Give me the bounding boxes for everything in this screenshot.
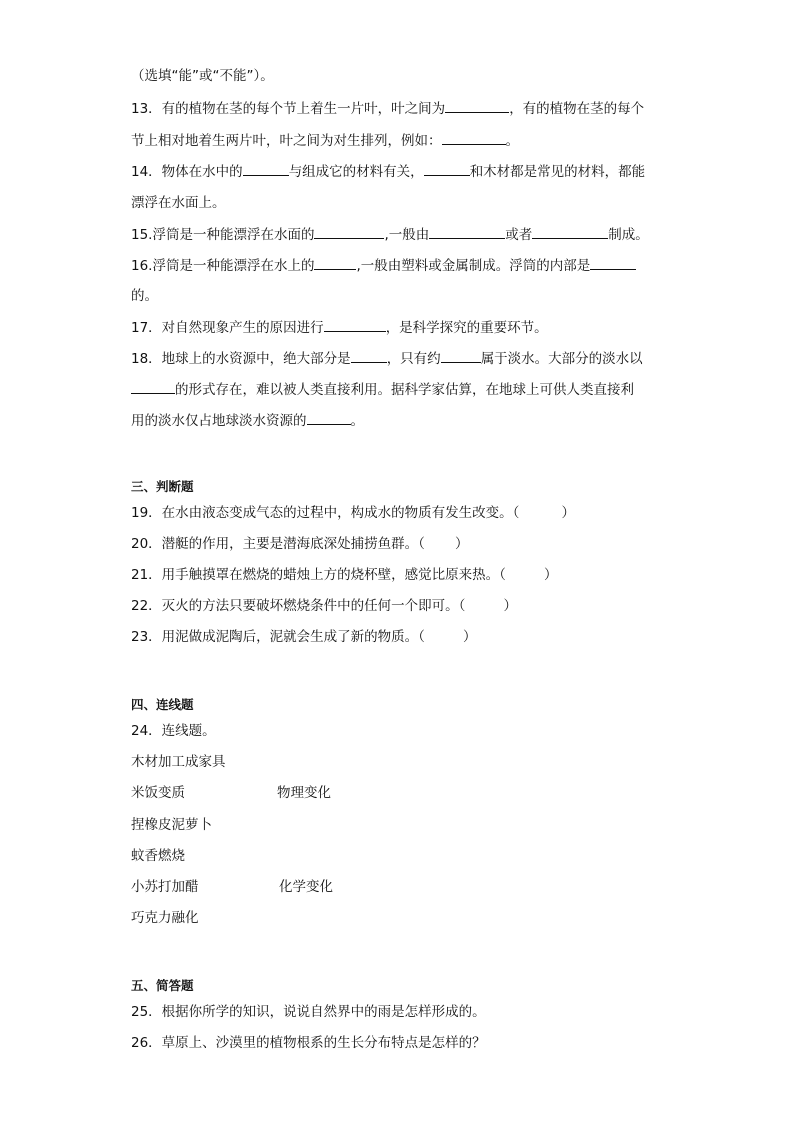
question-18-line-2: 的形式存在，难以被人类直接利用。据科学家估算，在地球上可供人类直接利 xyxy=(131,380,634,399)
question-19: 19．在水由液态变成气态的过程中，构成水的物质有发生改变。（ ） xyxy=(131,505,575,521)
answer-blank[interactable] xyxy=(445,99,509,113)
question-18-line-1: 18．地球上的水资源中，绝大部分是 ，只有约 属于淡水。大部分的淡水以 xyxy=(131,351,643,367)
question-13-line-2: 节上相对地着生两片叶，叶之间为对生排列，例如： 。 xyxy=(131,133,519,149)
question-22: 22．灭火的方法只要破坏燃烧条件中的任何一个即可。（ ） xyxy=(131,598,517,614)
question-21: 21．用手触摸罩在燃烧的蜡烛上方的烧杯壁，感觉比原来热。（ ） xyxy=(131,567,558,583)
match-left-item[interactable]: 巧克力融化 xyxy=(131,910,199,926)
answer-blank[interactable] xyxy=(590,256,636,270)
match-left-item[interactable]: 蚊香燃烧 xyxy=(131,848,185,864)
q12-tail: （选填“能”或“不能”）。 xyxy=(131,68,274,84)
answer-blank[interactable] xyxy=(441,349,481,363)
answer-blank[interactable] xyxy=(424,162,470,176)
question-14-line-2: 漂浮在水面上。 xyxy=(131,195,226,211)
question-15: 15.浮筒是一种能漂浮在水面的 ,一般由 或者 制成。 xyxy=(131,227,649,243)
question-13-line-1: 13．有的植物在茎的每个节上着生一片叶，叶之间为 ，有的植物在茎的每个 xyxy=(131,101,645,117)
question-14-line-1: 14．物体在水中的 与组成它的材料有关， 和木材都是常见的材料，都能 xyxy=(131,164,646,180)
question-20: 20．潜艇的作用，主要是潜海底深处捕捞鱼群。（ ） xyxy=(131,536,469,552)
section-title-judgment: 三、判断题 xyxy=(131,479,194,494)
answer-blank[interactable] xyxy=(429,225,505,239)
answer-blank[interactable] xyxy=(324,318,386,332)
match-left-item[interactable]: 捏橡皮泥萝卜 xyxy=(131,817,212,833)
question-23: 23．用泥做成泥陶后，泥就会生成了新的物质。（ ） xyxy=(131,629,477,645)
section-title-matching: 四、连线题 xyxy=(131,697,194,712)
answer-blank[interactable] xyxy=(314,225,384,239)
match-right-item[interactable]: 物理变化 xyxy=(277,785,331,801)
section-title-short-answer: 五、简答题 xyxy=(131,978,194,993)
question-16-line-2: 的。 xyxy=(131,288,158,304)
match-left-item[interactable]: 小苏打加醋 xyxy=(131,879,199,895)
answer-blank[interactable] xyxy=(243,162,289,176)
answer-blank[interactable] xyxy=(532,225,608,239)
match-left-item[interactable]: 米饭变质 xyxy=(131,785,185,801)
answer-blank[interactable] xyxy=(351,349,387,363)
question-25: 25．根据你所学的知识，说说自然界中的雨是怎样形成的。 xyxy=(131,1004,486,1020)
question-26: 26．草原上、沙漠里的植物根系的生长分布特点是怎样的？ xyxy=(131,1035,486,1051)
answer-blank[interactable] xyxy=(314,256,356,270)
answer-blank[interactable] xyxy=(442,131,506,145)
answer-blank[interactable] xyxy=(307,411,351,425)
answer-blank[interactable] xyxy=(131,380,175,394)
match-left-item[interactable]: 木材加工成家具 xyxy=(131,754,226,770)
question-18-line-3: 用的淡水仅占地球淡水资源的 。 xyxy=(131,413,364,429)
question-16-line-1: 16.浮筒是一种能漂浮在水上的 ,一般由塑料或金属制成。浮筒的内部是 xyxy=(131,256,636,275)
match-right-item[interactable]: 化学变化 xyxy=(279,879,333,895)
question-24: 24．连线题。 xyxy=(131,723,216,739)
question-17: 17．对自然现象产生的原因进行 ，是科学探究的重要环节。 xyxy=(131,320,548,336)
